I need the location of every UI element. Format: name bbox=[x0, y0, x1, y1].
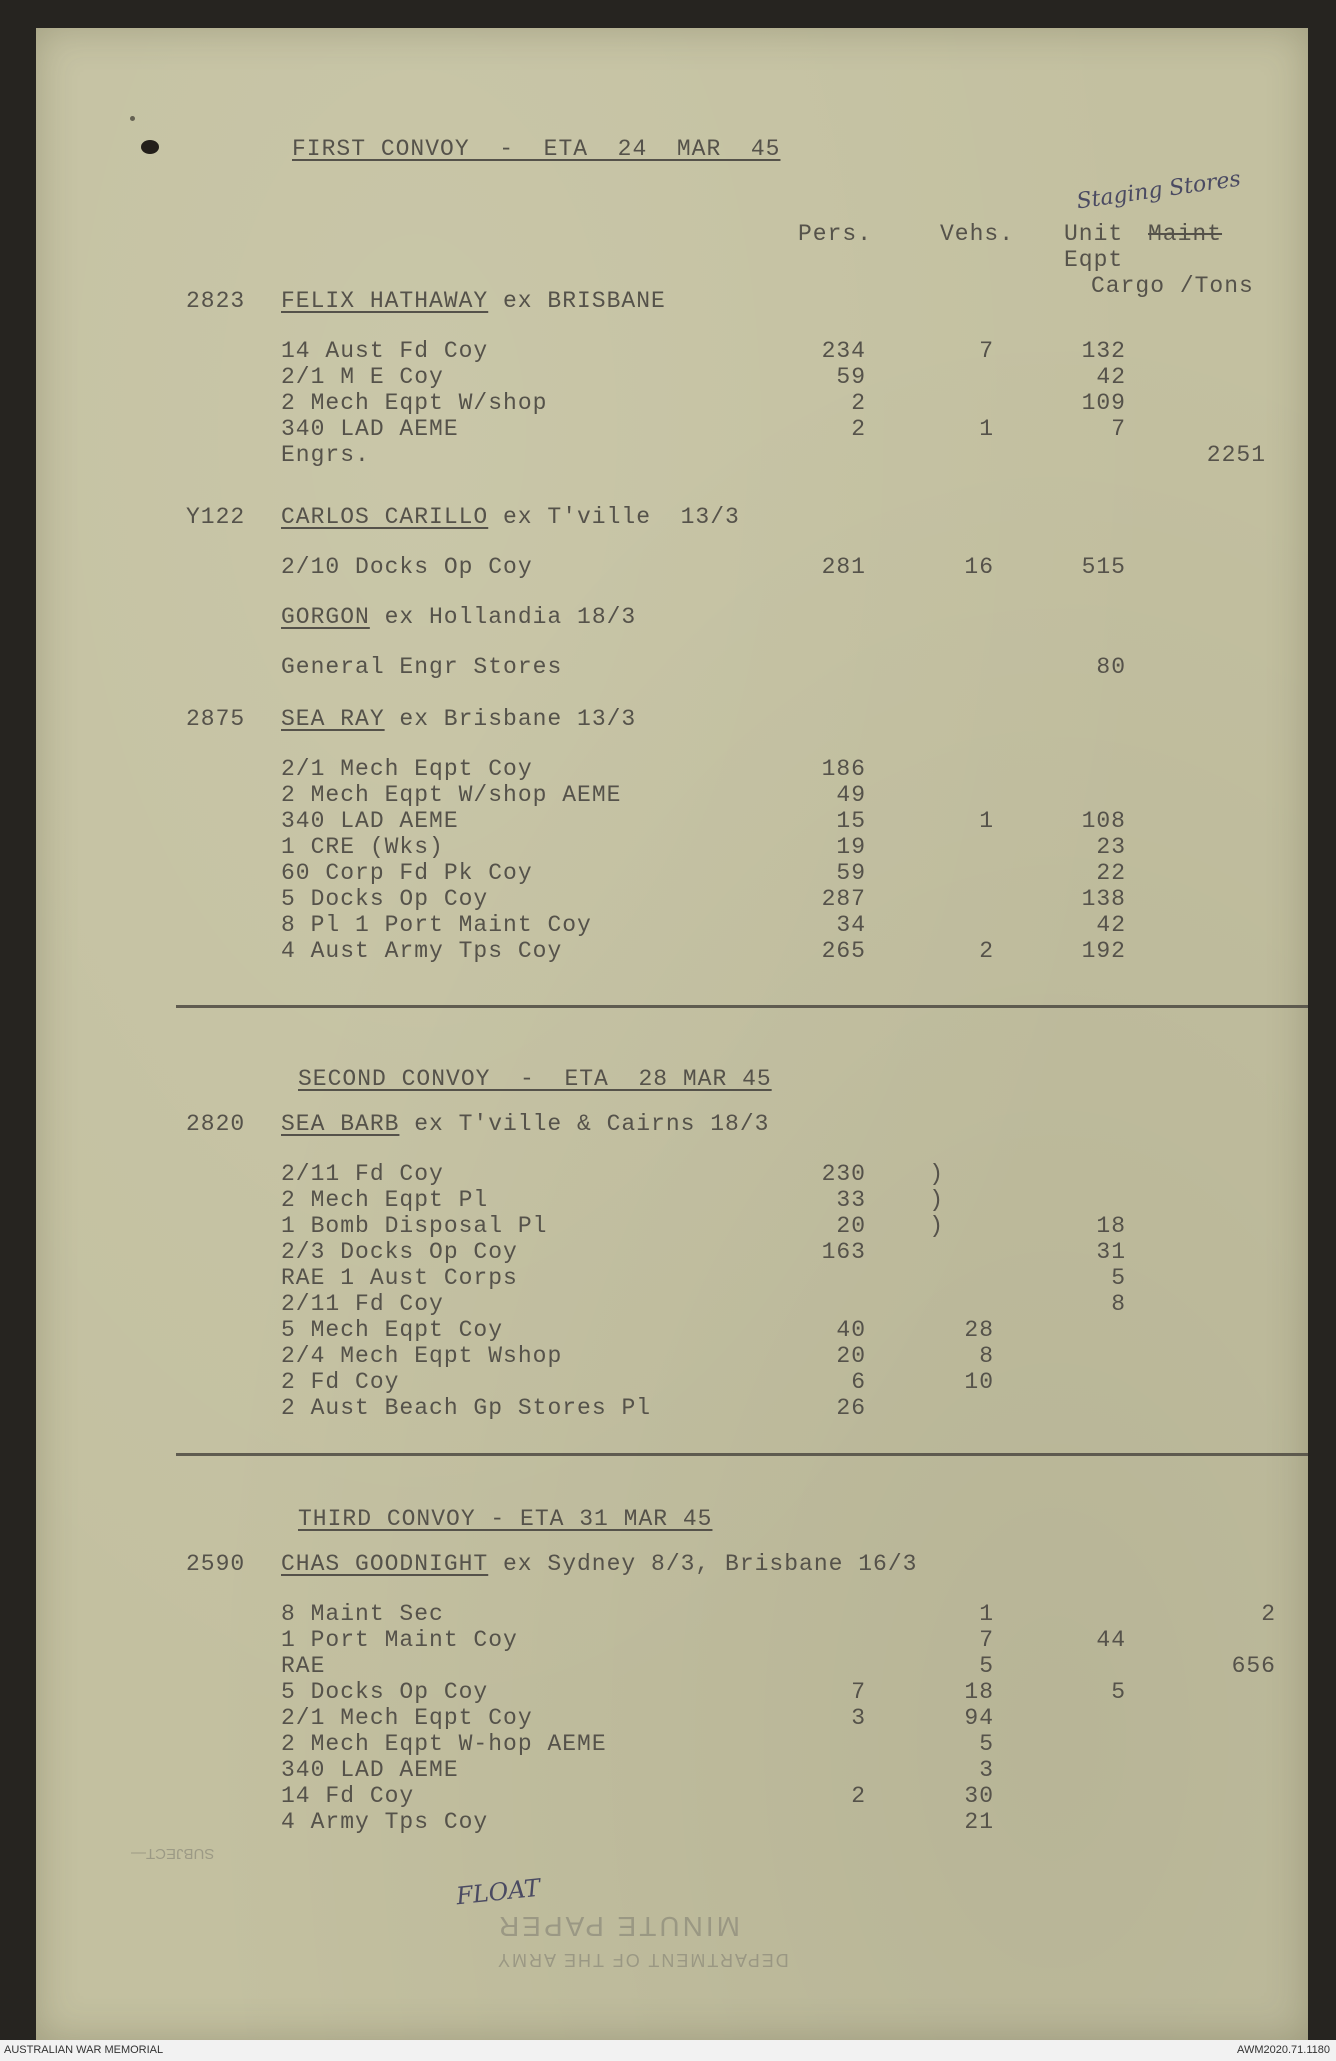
pers-value: 163 bbox=[821, 1239, 866, 1265]
unit-name: 2 Mech Eqpt Pl bbox=[281, 1187, 489, 1213]
subject-bleedthrough bbox=[131, 1828, 231, 1879]
pers-value: 33 bbox=[836, 1187, 866, 1213]
unit-cargo-value: 8 bbox=[1111, 1291, 1126, 1317]
ship-serial: 2590 bbox=[186, 1551, 246, 1577]
pers-value: 15 bbox=[836, 808, 866, 834]
unit-name: 14 Aust Fd Coy bbox=[281, 338, 489, 364]
ink-blot bbox=[141, 140, 159, 154]
ship-name: CHAS GOODNIGHT bbox=[281, 1551, 489, 1577]
unit-name: 2/11 Fd Coy bbox=[281, 1291, 444, 1317]
vehs-value: 3 bbox=[979, 1757, 994, 1783]
pers-value: 287 bbox=[821, 886, 866, 912]
vehs-value: ) bbox=[929, 1187, 944, 1213]
section-divider-2 bbox=[176, 1453, 1308, 1456]
pers-value: 59 bbox=[836, 364, 866, 390]
unit-cargo-value: 22 bbox=[1096, 860, 1126, 886]
pers-value: 7 bbox=[851, 1679, 866, 1705]
unit-name: 4 Aust Army Tps Coy bbox=[281, 938, 563, 964]
ship-serial: 2820 bbox=[186, 1111, 246, 1137]
unit-name: 340 LAD AEME bbox=[281, 416, 459, 442]
pers-value: 59 bbox=[836, 860, 866, 886]
unit-name: 60 Corp Fd Pk Coy bbox=[281, 860, 533, 886]
pers-value: 2 bbox=[851, 390, 866, 416]
unit-name: 2 Mech Eqpt W/shop bbox=[281, 390, 548, 416]
ship-name: CARLOS CARILLO bbox=[281, 504, 489, 530]
unit-cargo-value: 108 bbox=[1081, 808, 1126, 834]
pers-value: 6 bbox=[851, 1369, 866, 1395]
unit-name: 14 Fd Coy bbox=[281, 1783, 415, 1809]
unit-name: 1 Port Maint Coy bbox=[281, 1627, 518, 1653]
vehs-value: 5 bbox=[979, 1653, 994, 1679]
unit-cargo-value: 132 bbox=[1081, 338, 1126, 364]
convoy-title: THIRD CONVOY - ETA 31 MAR 45 bbox=[298, 1506, 713, 1532]
unit-name: 1 Bomb Disposal Pl bbox=[281, 1213, 548, 1239]
ship-name: SEA RAY bbox=[281, 706, 385, 732]
header-vehs: Vehs. bbox=[940, 221, 1015, 247]
pers-value: 2 bbox=[851, 416, 866, 442]
convoy-title: FIRST CONVOY - ETA 24 MAR 45 bbox=[292, 136, 781, 162]
unit-name: 2/1 Mech Eqpt Coy bbox=[281, 1705, 533, 1731]
maint-value: 2 bbox=[1261, 1601, 1276, 1627]
unit-cargo-value: 42 bbox=[1096, 912, 1126, 938]
pers-value: 20 bbox=[836, 1213, 866, 1239]
unit-cargo-value: 138 bbox=[1081, 886, 1126, 912]
pers-value: 186 bbox=[821, 756, 866, 782]
vehs-value: 1 bbox=[979, 808, 994, 834]
unit-name: 2/1 M E Coy bbox=[281, 364, 444, 390]
unit-cargo-value: 7 bbox=[1111, 416, 1126, 442]
document-page bbox=[36, 28, 1308, 2040]
ship-name: GORGON bbox=[281, 604, 370, 630]
unit-cargo-value: 80 bbox=[1096, 654, 1126, 680]
unit-name: 2/1 Mech Eqpt Coy bbox=[281, 756, 533, 782]
footer-right: AWM2020.71.1180 bbox=[1237, 2044, 1330, 2056]
vehs-value: 8 bbox=[979, 1343, 994, 1369]
stamp-line-1: MINUTE PAPER bbox=[496, 1911, 740, 1942]
ship-origin: ex T'ville & Cairns 18/3 bbox=[399, 1111, 770, 1137]
unit-name: 2/4 Mech Eqpt Wshop bbox=[281, 1343, 563, 1369]
unit-name: 5 Docks Op Coy bbox=[281, 886, 489, 912]
vehs-value: 1 bbox=[979, 1601, 994, 1627]
ship-origin: ex BRISBANE bbox=[488, 288, 666, 314]
pers-value: 20 bbox=[836, 1343, 866, 1369]
maint-value: 656 bbox=[1231, 1653, 1276, 1679]
pers-value: 234 bbox=[821, 338, 866, 364]
pers-value: 26 bbox=[836, 1395, 866, 1421]
unit-name: 2 Mech Eqpt W-hop AEME bbox=[281, 1731, 607, 1757]
ink-blot-small bbox=[130, 116, 135, 121]
department-bleedthrough bbox=[496, 1928, 817, 1991]
vehs-value: 5 bbox=[979, 1731, 994, 1757]
unit-name: 8 Pl 1 Port Maint Coy bbox=[281, 912, 592, 938]
unit-cargo-value: 5 bbox=[1111, 1679, 1126, 1705]
pers-value: 3 bbox=[851, 1705, 866, 1731]
unit-cargo-value: 515 bbox=[1081, 554, 1126, 580]
pers-value: 34 bbox=[836, 912, 866, 938]
unit-name: 2 Aust Beach Gp Stores Pl bbox=[281, 1395, 652, 1421]
unit-cargo-value: 23 bbox=[1096, 834, 1126, 860]
unit-name: General Engr Stores bbox=[281, 654, 563, 680]
vehs-value: 7 bbox=[979, 338, 994, 364]
unit-name: RAE 1 Aust Corps bbox=[281, 1265, 518, 1291]
header-maint: Maint bbox=[1148, 221, 1223, 247]
header-eqpt: Eqpt bbox=[1064, 247, 1124, 273]
vehs-value: 18 bbox=[964, 1679, 994, 1705]
vehs-value: 30 bbox=[964, 1783, 994, 1809]
unit-cargo-value: 42 bbox=[1096, 364, 1126, 390]
unit-name: 2/11 Fd Coy bbox=[281, 1161, 444, 1187]
ship-name: FELIX HATHAWAY bbox=[281, 288, 489, 314]
header-pers: Pers. bbox=[798, 221, 873, 247]
unit-cargo-value: 44 bbox=[1096, 1627, 1126, 1653]
vehs-value: 94 bbox=[964, 1705, 994, 1731]
unit-name: 340 LAD AEME bbox=[281, 808, 459, 834]
ship-serial: Y122 bbox=[186, 504, 246, 530]
staging-stores-handwriting: Staging Stores bbox=[1075, 166, 1243, 215]
pers-value: 265 bbox=[821, 938, 866, 964]
pers-value: 281 bbox=[821, 554, 866, 580]
vehs-value: 1 bbox=[979, 416, 994, 442]
footer-left: AUSTRALIAN WAR MEMORIAL bbox=[4, 2044, 164, 2056]
header-cargo-tons: Cargo /Tons bbox=[1091, 273, 1254, 299]
footer-bar bbox=[0, 2040, 1336, 2061]
unit-name: RAE bbox=[281, 1653, 326, 1679]
convoy-title: SECOND CONVOY - ETA 28 MAR 45 bbox=[298, 1066, 772, 1092]
unit-name: 1 CRE (Wks) bbox=[281, 834, 444, 860]
unit-name: Engrs. bbox=[281, 442, 370, 468]
pers-value: 2 bbox=[851, 1783, 866, 1809]
header-unit: Unit bbox=[1064, 221, 1124, 247]
vehs-value: 7 bbox=[979, 1627, 994, 1653]
vehs-value: 21 bbox=[964, 1809, 994, 1835]
section-divider-1 bbox=[176, 1005, 1308, 1008]
unit-cargo-value: 109 bbox=[1081, 390, 1126, 416]
ship-origin: ex Brisbane 13/3 bbox=[384, 706, 637, 732]
unit-name: 2 Mech Eqpt W/shop AEME bbox=[281, 782, 622, 808]
unit-cargo-value: 5 bbox=[1111, 1265, 1126, 1291]
ship-name: SEA BARB bbox=[281, 1111, 400, 1137]
vehs-value: 28 bbox=[964, 1317, 994, 1343]
unit-name: 340 LAD AEME bbox=[281, 1757, 459, 1783]
stamp-line-2: DEPARTMENT OF THE ARMY bbox=[496, 1950, 789, 1970]
ship-serial: 2875 bbox=[186, 706, 246, 732]
vehs-value: ) bbox=[929, 1161, 944, 1187]
unit-cargo-value: 18 bbox=[1096, 1213, 1126, 1239]
vehs-value: ) bbox=[929, 1213, 944, 1239]
pers-value: 230 bbox=[821, 1161, 866, 1187]
ship-origin: ex Hollandia 18/3 bbox=[369, 604, 637, 630]
pers-value: 19 bbox=[836, 834, 866, 860]
unit-name: 8 Maint Sec bbox=[281, 1601, 444, 1627]
vehs-value: 16 bbox=[964, 554, 994, 580]
pers-value: 49 bbox=[836, 782, 866, 808]
unit-name: 5 Mech Eqpt Coy bbox=[281, 1317, 504, 1343]
ship-origin: ex T'ville 13/3 bbox=[488, 504, 740, 530]
ship-origin: ex Sydney 8/3, Brisbane 16/3 bbox=[488, 1551, 918, 1577]
ship-serial: 2823 bbox=[186, 288, 246, 314]
unit-name: 2 Fd Coy bbox=[281, 1369, 400, 1395]
maint-value: 2251 bbox=[1206, 442, 1266, 468]
vehs-value: 10 bbox=[964, 1369, 994, 1395]
vehs-value: 2 bbox=[979, 938, 994, 964]
unit-name: 5 Docks Op Coy bbox=[281, 1679, 489, 1705]
stamp-subject: SUBJECT— bbox=[131, 1845, 215, 1862]
unit-cargo-value: 31 bbox=[1096, 1239, 1126, 1265]
pers-value: 40 bbox=[836, 1317, 866, 1343]
float-handwriting: FLOAT bbox=[454, 1873, 542, 1911]
unit-name: 2/10 Docks Op Coy bbox=[281, 554, 533, 580]
unit-cargo-value: 192 bbox=[1081, 938, 1126, 964]
unit-name: 2/3 Docks Op Coy bbox=[281, 1239, 518, 1265]
unit-name: 4 Army Tps Coy bbox=[281, 1809, 489, 1835]
